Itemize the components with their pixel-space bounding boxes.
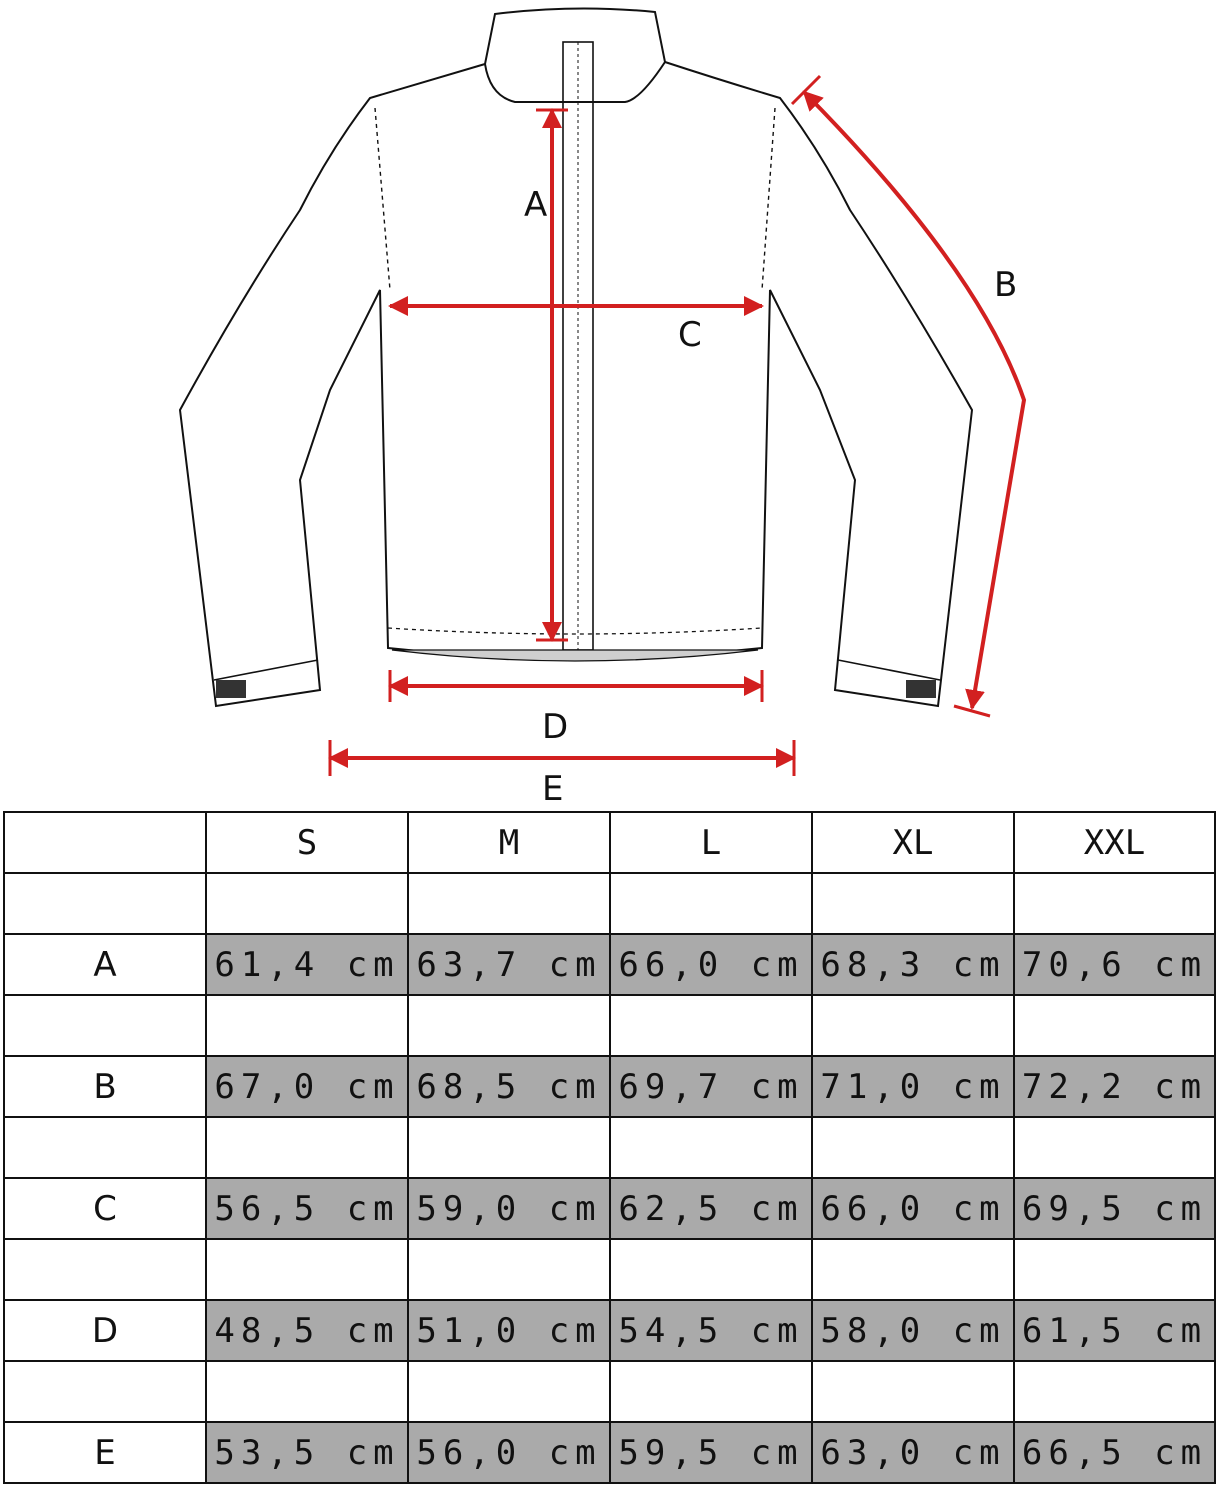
- measurement-cell: 61,4 cm: [206, 934, 408, 995]
- table-spacer-row: [4, 1117, 1215, 1178]
- measurement-arrows: [330, 76, 1024, 776]
- measurement-cell: 56,5 cm: [206, 1178, 408, 1239]
- table-header-row: [4, 812, 1215, 873]
- row-label: D: [4, 1300, 206, 1361]
- measurement-cell: 56,0 cm: [408, 1422, 610, 1483]
- size-header: S: [206, 812, 408, 873]
- measurement-cell: 61,5 cm: [1014, 1300, 1215, 1361]
- row-label: C: [4, 1178, 206, 1239]
- measurement-cell: 51,0 cm: [408, 1300, 610, 1361]
- measurement-cell: 53,5 cm: [206, 1422, 408, 1483]
- measurement-cell: 62,5 cm: [610, 1178, 812, 1239]
- measurement-cell: 71,0 cm: [812, 1056, 1014, 1117]
- measurement-cell: 69,5 cm: [1014, 1178, 1215, 1239]
- measurement-cell: 68,5 cm: [408, 1056, 610, 1117]
- measurement-cell: 67,0 cm: [206, 1056, 408, 1117]
- label-b: B: [994, 265, 1018, 305]
- hem-stitch: [388, 628, 762, 634]
- label-e: E: [542, 769, 564, 809]
- left-side-seam: [375, 108, 390, 290]
- table-row: [4, 1300, 1215, 1361]
- left-cuff-strap: [216, 680, 246, 698]
- measurement-cell: 68,3 cm: [812, 934, 1014, 995]
- table-spacer-row: [4, 873, 1215, 934]
- row-label: B: [4, 1056, 206, 1117]
- jacket-outline: [180, 8, 972, 706]
- right-side-seam: [762, 108, 775, 290]
- row-label: A: [4, 934, 206, 995]
- right-cuff-line: [838, 660, 940, 680]
- collar: [485, 8, 665, 102]
- table-row: [4, 1178, 1215, 1239]
- measurement-cell: 59,0 cm: [408, 1178, 610, 1239]
- label-a: A: [524, 185, 548, 225]
- left-cuff-line: [214, 660, 318, 680]
- size-table: [3, 811, 1216, 1484]
- measurement-cell: 66,5 cm: [1014, 1422, 1215, 1483]
- table-spacer-row: [4, 1361, 1215, 1422]
- measurement-cell: 48,5 cm: [206, 1300, 408, 1361]
- table-corner-cell: [4, 812, 206, 873]
- table-row: [4, 934, 1215, 995]
- measurement-cell: 63,7 cm: [408, 934, 610, 995]
- hem-band: [392, 650, 758, 661]
- measurement-cell: 58,0 cm: [812, 1300, 1014, 1361]
- measurement-cell: 72,2 cm: [1014, 1056, 1215, 1117]
- measurement-cell: 59,5 cm: [610, 1422, 812, 1483]
- size-header: XXL: [1014, 812, 1215, 873]
- table-row: [4, 1422, 1215, 1483]
- body-outline: [180, 62, 972, 706]
- measurement-cell: 69,7 cm: [610, 1056, 812, 1117]
- measurement-cell: 70,6 cm: [1014, 934, 1215, 995]
- size-header: M: [408, 812, 610, 873]
- measurement-cell: 66,0 cm: [610, 934, 812, 995]
- measurement-cell: 63,0 cm: [812, 1422, 1014, 1483]
- table-spacer-row: [4, 1239, 1215, 1300]
- table-row: [4, 1056, 1215, 1117]
- size-header: L: [610, 812, 812, 873]
- arrow-b-cap-top: [792, 76, 820, 104]
- measurement-cell: 66,0 cm: [812, 1178, 1014, 1239]
- measurement-cell: 54,5 cm: [610, 1300, 812, 1361]
- table-spacer-row: [4, 995, 1215, 1056]
- right-cuff-strap: [906, 680, 936, 698]
- size-header: XL: [812, 812, 1014, 873]
- label-d: D: [542, 707, 569, 747]
- label-c: C: [678, 315, 702, 355]
- row-label: E: [4, 1422, 206, 1483]
